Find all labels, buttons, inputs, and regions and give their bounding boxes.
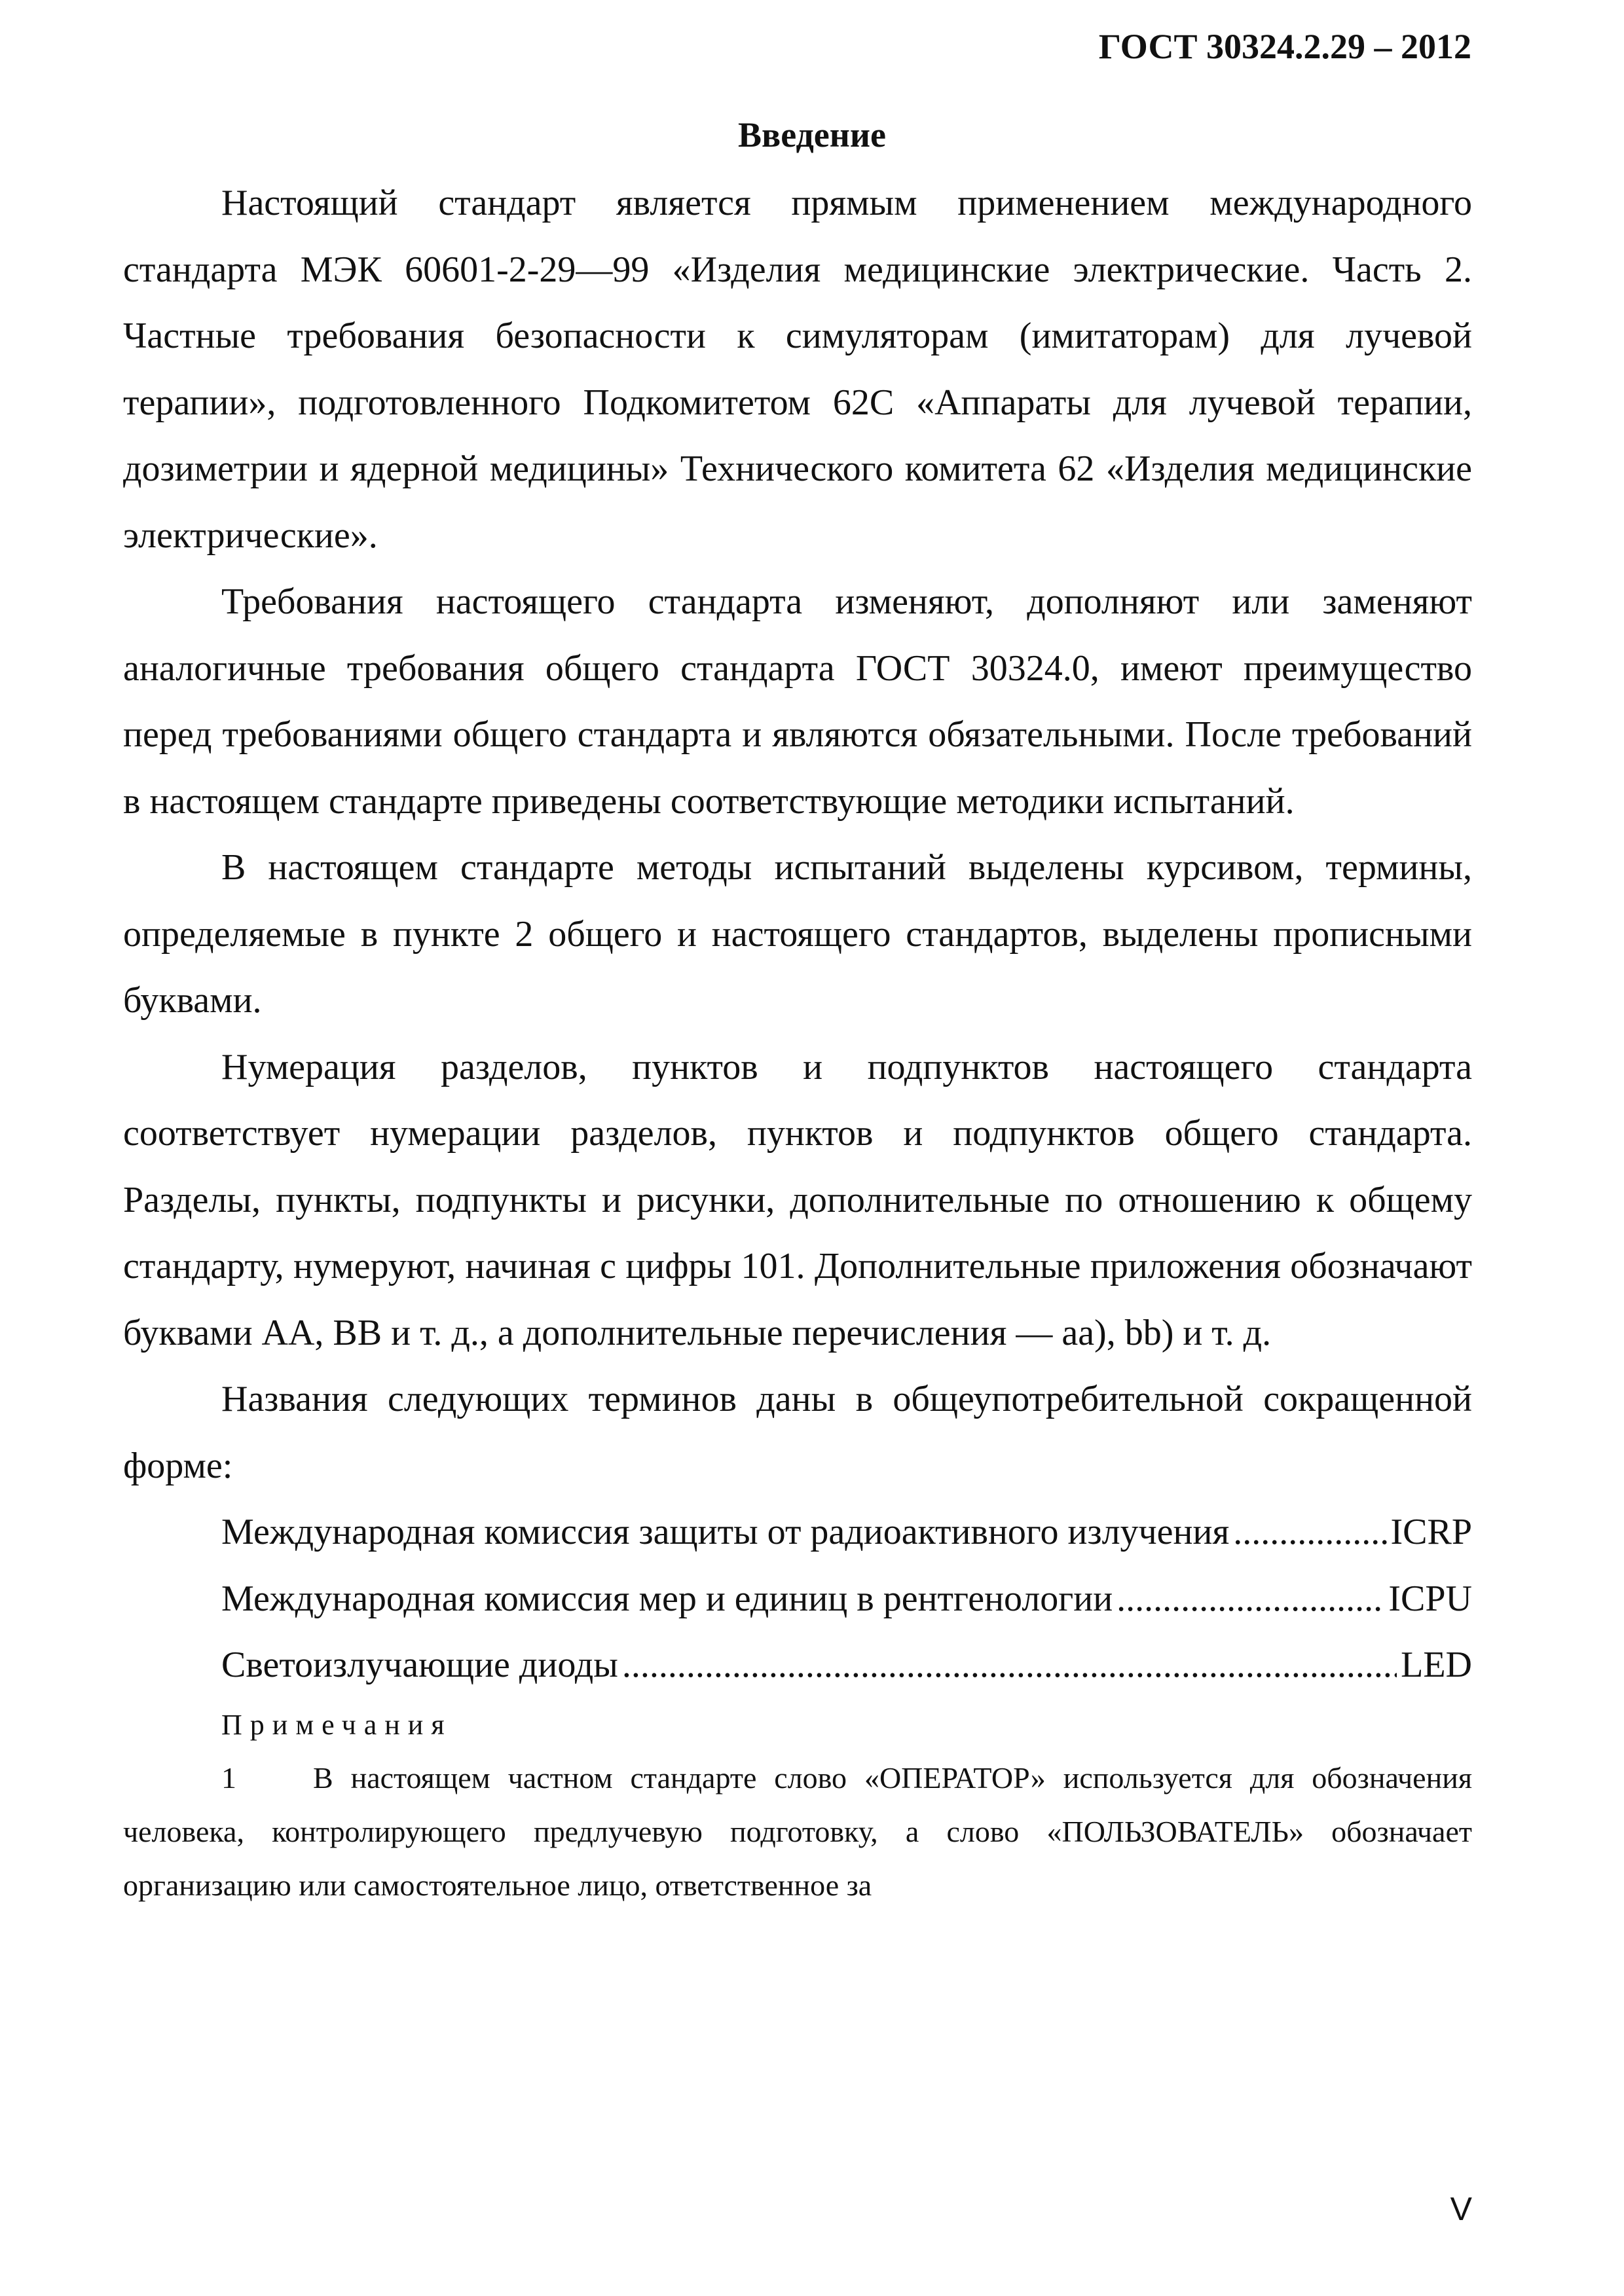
paragraph: Названия следующих терминов даны в общеупотребительной сокращенной форме: — [123, 1379, 1472, 1486]
dot-leader — [1116, 1566, 1384, 1633]
abbreviation-row — [123, 1632, 1472, 1699]
abbreviation-term: Международная комиссия мер и единиц в рентгенологии — [221, 1578, 1113, 1619]
note-item — [123, 1751, 1472, 1912]
abbreviation-term: Международная комиссия защиты от радиоактивного излучения — [221, 1512, 1230, 1552]
abbreviation-term: Светоизлучающие диоды — [221, 1645, 618, 1685]
paragraph: Настоящий стандарт является прямым применением международного стандарта МЭК 60601-2-29—99 «Изделия медицинские электрические. Часть 2. Частные требования безопасности к симуляторам (имитаторам) для лучевой терапии», подготовленного Подкомитетом 62С «Аппараты для лучевой терапии, дозиметрии и ядерной медицины» Технического комитета 62 «Изделия медицинские электрические». — [123, 183, 1472, 556]
notes-heading: Примечания — [221, 1708, 452, 1741]
abbreviation-list — [123, 1499, 1472, 1699]
note-number: 1 — [221, 1760, 236, 1795]
section-title: Введение — [738, 115, 886, 155]
abbreviation-code: ICRP — [1390, 1512, 1472, 1552]
paragraph: Требования настоящего стандарта изменяют, дополняют или заменяют аналогичные требования общего стандарта ГОСТ 30324.0, имеют преимущество перед требованиями общего стандарта и являются обязательными. После требований в настоящем стандарте приведены соответствующие методики испытаний. — [123, 581, 1472, 822]
paragraph: Нумерация разделов, пунктов и подпунктов настоящего стандарта соответствует нумерации разделов, пунктов и подпунктов общего стандарта. Разделы, пункты, подпункты и рисунки, дополнительные по отношению к общему стандарту, нумеруют, начиная с цифры 101. Дополнительные приложения обозначают буквами АА, ВВ и т. д., а дополнительные перечисления — аа), bb) и т. д. — [123, 1046, 1472, 1353]
abbreviation-code: ICPU — [1388, 1578, 1472, 1619]
abbreviation-row — [123, 1499, 1472, 1566]
abbreviation-row — [123, 1566, 1472, 1633]
body-text — [123, 170, 1472, 1912]
page-number: V — [1450, 2191, 1472, 2227]
dot-leader — [622, 1632, 1397, 1699]
dot-leader — [1233, 1499, 1386, 1566]
note-text: В настоящем частном стандарте слово «ОПЕРАТОР» используется для обозначения человека, контролирующего предлучевую подготовку, а слово «ПОЛЬЗОВАТЕЛЬ» обозначает организацию или самостоятельное лицо, ответственное за — [123, 1760, 1472, 1902]
abbreviation-code: LED — [1401, 1645, 1472, 1685]
standard-code-header: ГОСТ 30324.2.29 – 2012 — [1098, 27, 1471, 66]
paragraph: В настоящем стандарте методы испытаний выделены курсивом, термины, определяемые в пункте 2 общего и настоящего стандартов, выделены прописными буквами. — [123, 847, 1472, 1021]
